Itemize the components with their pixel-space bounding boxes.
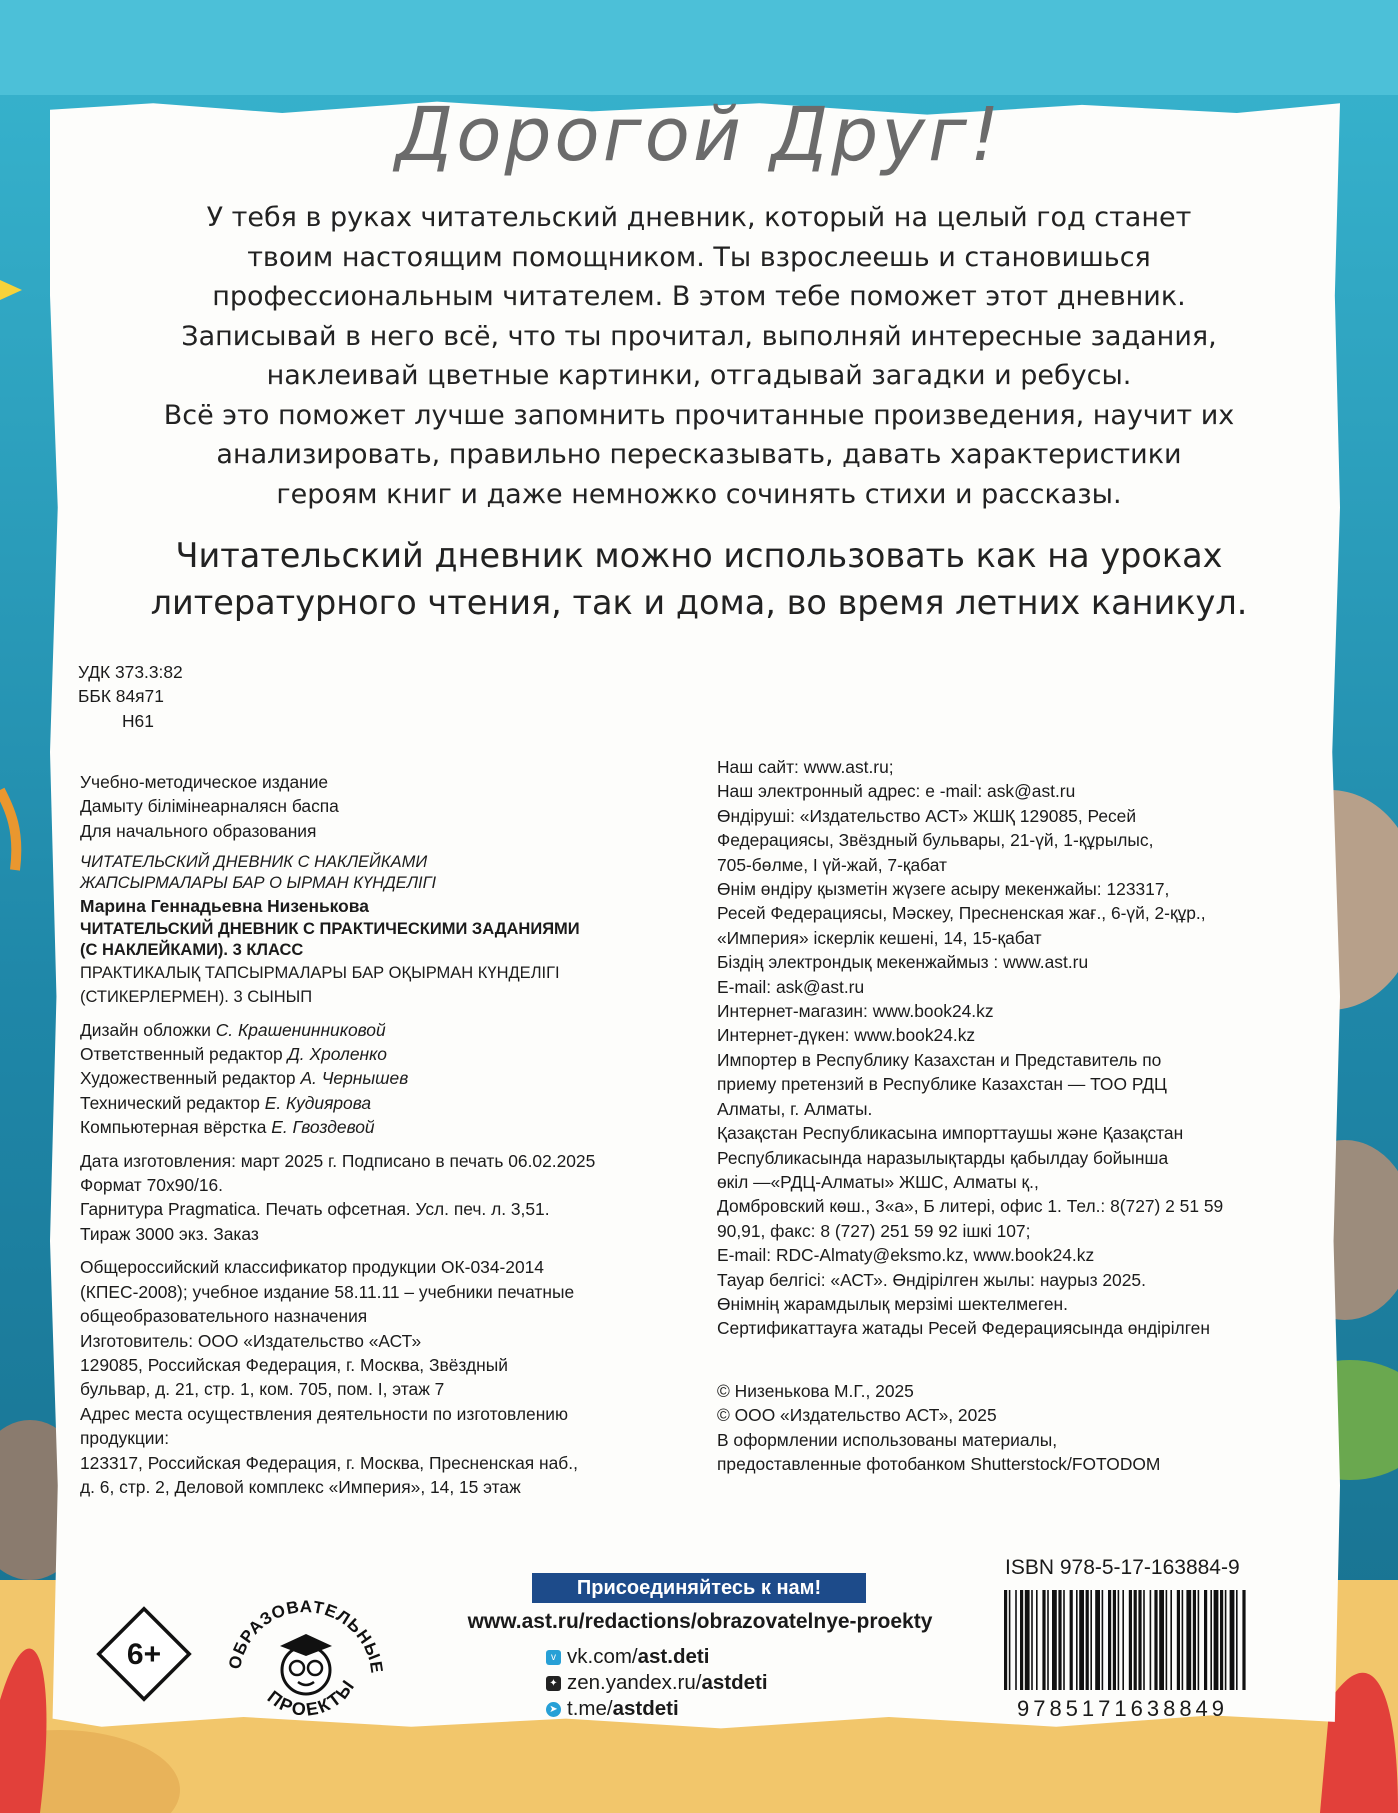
title-kz-line: (СТИКЕРЛЕРМЕН). 3 СЫНЫП [80,987,313,1006]
barcode-bar [1186,1590,1191,1690]
bbk-code: ББК 84я71 [78,686,164,707]
credits [80,1018,685,1140]
barcode-bar [1031,1590,1033,1690]
contact-line: Интернет-магазин: www.book24.kz [717,1001,994,1022]
barcode-bar [1198,1590,1200,1690]
social-prefix: vk.com/ [567,1645,638,1668]
social-handle: ast.deti [637,1645,710,1668]
barcode-bar [1076,1590,1078,1690]
isbn: ISBN 978-5-17-163884-9 [1005,1556,1240,1579]
credit-person: А. Чернышев [300,1068,409,1089]
logo-bottom-text: ПРОЕКТЫ [263,1675,360,1720]
barcode-bar [1015,1590,1017,1690]
barcode-bar [1150,1590,1152,1690]
contact-line: приему претензий в Республике Казахстан — ТОО РДЦ [717,1074,1167,1095]
barcode-bar [1143,1590,1145,1690]
intro-line: анализировать, правильно пересказывать, давать характеристики [216,439,1182,470]
barcode-bar [1070,1590,1073,1690]
usage-line: литературного чтения, так и дома, во время летних каникул. [150,583,1248,622]
contact-line: Наш сайт: www.ast.ru; [717,757,894,777]
contact-line: Республикасында наразылықтарды қабылдау бойынша [717,1147,1169,1168]
barcode-bar [1004,1590,1007,1690]
contact-line: Ресей Федерациясы, Мәскеу, Пресненская жағ., 6-үй, 2-құр., [717,903,1206,924]
intro-line: У тебя в руках читательский дневник, который на целый год станет [206,202,1192,233]
intro-text [110,198,1288,514]
barcode-bar [1063,1590,1065,1690]
print-line: Гарнитура Pragmatica. Печать офсетная. Усл. печ. л. 3,51. [80,1199,550,1220]
barcode-bar [1025,1590,1030,1690]
print-line: Формат 70x90/16. [80,1175,223,1196]
contact-line: Өнім өндіру қызметін жүзеге асыру мекенжайы: 123317, [717,879,1170,900]
age-rating-badge [94,1604,194,1704]
telegram-link[interactable] [546,1697,679,1721]
barcode-bar [1047,1590,1049,1690]
credit-person: Д. Хроленко [287,1044,387,1065]
credit-role: Компьютерная вёрстка [80,1117,272,1138]
contact-line: Өндіруші: «Издательство АСТ» ЖШҚ 129085, Ресей [717,805,1137,826]
logo-top-text: ОБРАЗОВАТЕЛЬНЫЕ [225,1597,387,1676]
book-title-kz [80,961,685,1009]
contact-line: «Империя» іскерлік кешені, 14, 15-қабат [717,927,1042,948]
contact-line: Өнімнің жарамдылық мерзімі шектелмеген. [717,1293,1068,1314]
contacts [717,755,1317,1341]
credit-line [80,1091,685,1115]
contact-line: Домбровский көш., 3«а», Б литері, офис 1. Тел.: 8(727) 2 51 59 [717,1196,1224,1217]
copyright [717,1379,1317,1477]
barcode-bar [1009,1590,1011,1690]
barcode-bar [1236,1590,1238,1690]
greeting-heading: Дорогой Друг! [395,92,1003,178]
contact-line: 705-бөлме, I үй-жай, 7-қабат [717,854,947,875]
imprint-right-column [717,755,1317,1476]
join-us-banner: Присоединяйтесь к нам! [532,1573,866,1603]
barcode-bar [1118,1590,1120,1690]
barcode-bar [1108,1590,1111,1690]
contact-line: Сертификаттауға жатады Ресей Федерациясында өндірілген [717,1318,1210,1339]
telegram-icon: ➤ [546,1702,561,1717]
barcode-bar [1129,1590,1132,1690]
barcode-bar [1086,1590,1089,1690]
barcode-bar [1230,1590,1235,1690]
title-line: (С НАКЛЕЙКАМИ). 3 КЛАСС [80,940,304,959]
manufacturer-line: 129085, Российская Федерация, г. Москва, Звёздный [80,1354,508,1375]
series-line: ЧИТАТЕЛЬСКИЙ ДНЕВНИК С НАКЛЕЙКАМИ [80,853,428,872]
copyright-line: © Низенькова М.Г., 2025 [717,1380,914,1401]
manufacturer-line: д. 6, стр. 2, Деловой комплекс «Империя», 14, 15 этаж [80,1476,521,1497]
intro-line: наклеивай цветные картинки, отгадывай загадки и ребусы. [266,360,1132,391]
manufacturer-line: общеобразовательного назначения [80,1306,368,1327]
manufacturer-line: Изготовитель: ООО «Издательство «АСТ» [80,1330,422,1351]
barcode-number: 9785171638849 [1016,1696,1229,1721]
udk-code: УДК 373.3:82 [78,662,183,682]
edition-type [80,770,685,843]
contact-line: өкіл —«РДЦ-Алматы» ЖШС, Алматы қ., [717,1171,1039,1192]
social-handle: astdeti [701,1671,768,1694]
book-title [80,919,685,961]
vk-icon: v [546,1650,561,1665]
edition-line: Для начального образования [80,820,317,841]
barcode-bar [1138,1590,1141,1690]
copyright-line: предоставленные фотобанком Shutterstock/FOTODOM [717,1453,1161,1474]
barcode-bar [1020,1590,1023,1690]
barcode [1000,1590,1250,1690]
educational-projects-logo [218,1570,393,1730]
contact-line: E-mail: RDC-Almaty@eksmo.kz, www.book24.kz [717,1245,1095,1266]
barcode-bar [1177,1590,1180,1690]
manufacturer-line: Общероссийский классификатор продукции ОК-034-2014 [80,1257,544,1278]
contact-line: Тауар белгісі: «АСТ». Өндірілген жылы: наурыз 2025. [717,1269,1146,1290]
series-line: ЖАПСЫРМАЛАРЫ БАР О ЫРМАН КҮНДЕЛІГІ [80,874,437,893]
print-line: Дата изготовления: март 2025 г. Подписано в печать 06.02.2025 [80,1150,596,1171]
barcode-bar [1058,1590,1061,1690]
contact-line: Біздің электрондық мекенжаймыз : www.ast.ru [717,952,1089,973]
usage-line: Читательский дневник можно использовать как на уроках [175,536,1223,575]
author-name: Марина Геннадьевна Низенькова [80,896,369,917]
barcode-bar [1113,1590,1116,1690]
barcode-bar [1079,1590,1084,1690]
manufacturer-line: 123317, Российская Федерация, г. Москва, Пресненская наб., [80,1452,578,1473]
contact-line: Алматы, г. Алматы. [717,1098,873,1119]
barcode-bar [1193,1590,1196,1690]
contact-line: E-mail: ask@ast.ru [717,976,865,997]
contact-line: 90,91, факс: 8 (727) 251 59 92 ішкі 107; [717,1220,1031,1241]
contact-line: Қазақстан Республикасына импорттаушы және Қазақстан [717,1123,1184,1144]
barcode-bar [1154,1590,1157,1690]
barcode-bar [1225,1590,1227,1690]
series-title [80,852,685,894]
barcode-bar [1204,1590,1207,1690]
credit-person: С. Крашенинниковой [215,1019,386,1040]
barcode-bar [1242,1590,1245,1690]
intro-line: Записывай в него всё, что ты прочитал, выполняй интересные задания, [181,320,1217,352]
barcode-bar [1214,1590,1219,1690]
contact-line: Интернет-дүкен: www.book24.kz [717,1025,976,1046]
manufacturer-line: бульвар, д. 21, стр. 1, ком. 705, пом. I, этаж 7 [80,1379,445,1400]
vk-link[interactable] [546,1645,709,1669]
copyright-line: В оформлении использованы материалы, [717,1429,1058,1450]
cat-graduate-icon [280,1634,332,1694]
author-code: Н61 [122,710,154,731]
title-kz-line: ПРАКТИКАЛЫҚ ТАПСЫРМАЛАРЫ БАР ОҚЫРМАН КҮНДЕЛІГІ [80,963,560,982]
barcode-bar [1122,1590,1124,1690]
barcode-bar [1220,1590,1223,1690]
credit-person: Е. Кудиярова [264,1092,372,1113]
contact-line: Наш электронный адрес: e -mail: ask@ast.ru [717,781,1076,802]
age-rating-text: 6+ [126,1638,162,1671]
intro-line: Всё это поможет лучше запомнить прочитанные произведения, научит их [163,399,1235,431]
manufacturer-line: продукции: [80,1428,170,1449]
social-prefix: zen.yandex.ru/ [567,1671,702,1694]
edition-line: Учебно-методическое издание [80,772,329,792]
manufacturer-line: Адрес места осуществления деятельности по изготовлению [80,1403,569,1424]
barcode-bar [1210,1590,1212,1690]
credit-line [80,1042,685,1066]
barcode-bar [1102,1590,1104,1690]
credit-role: Художественный редактор [80,1068,301,1089]
credit-role: Ответственный редактор [80,1044,288,1065]
credit-person: Е. Гвоздевой [271,1117,375,1138]
title-line: ЧИТАТЕЛЬСКИЙ ДНЕВНИК С ПРАКТИЧЕСКИМИ ЗАДАНИЯМИ [80,919,580,938]
credit-role: Технический редактор [80,1092,265,1113]
manufacturer-info [80,1255,685,1499]
credit-line [80,1115,685,1139]
barcode-bar [1159,1590,1164,1690]
credit-role: Дизайн обложки [80,1019,216,1040]
social-prefix: t.me/ [567,1697,613,1720]
intro-line: героям книг и даже немножко сочинять стихи и рассказы. [276,478,1122,510]
copyright-line: © ООО «Издательство АСТ», 2025 [717,1405,997,1426]
contact-line: Федерациясы, Звёздный бульвары, 21-үй, 1-құрылыс, [717,830,1154,851]
credit-line [80,1018,685,1042]
barcode-bar [1170,1590,1172,1690]
barcode-bar [1166,1590,1168,1690]
credit-line [80,1066,685,1090]
barcode-bar [1052,1590,1057,1690]
print-line: Тираж 3000 экз. Заказ [80,1223,259,1244]
zen-icon: ✦ [546,1676,561,1691]
social-handle: astdeti [612,1697,679,1720]
barcode-bar [1036,1590,1038,1690]
print-info [80,1149,685,1247]
barcode-bar [1042,1590,1045,1690]
barcode-bar [1182,1590,1184,1690]
projects-link[interactable]: www.ast.ru/redactions/obrazovatelnye-proekty [467,1610,933,1633]
contact-line: Импортер в Республику Казахстан и Представитель по [717,1049,1162,1070]
edition-line: Дамыту білімінеарналясн баспа [80,796,339,817]
manufacturer-line: (КПЕС-2008); учебное издание 58.11.11 – учебники печатные [80,1281,575,1302]
intro-line: профессиональным читателем. В этом тебе поможет этот дневник. [212,281,1186,312]
zen-link[interactable] [546,1671,768,1695]
classification-codes [78,660,183,733]
imprint-left-column [80,770,685,1499]
intro-line: твоим настоящим помощником. Ты взрослеешь и становишься [247,241,1151,273]
usage-text [90,532,1308,626]
barcode-bar [1090,1590,1092,1690]
barcode-bar [1095,1590,1100,1690]
barcode-bar [1134,1590,1137,1690]
